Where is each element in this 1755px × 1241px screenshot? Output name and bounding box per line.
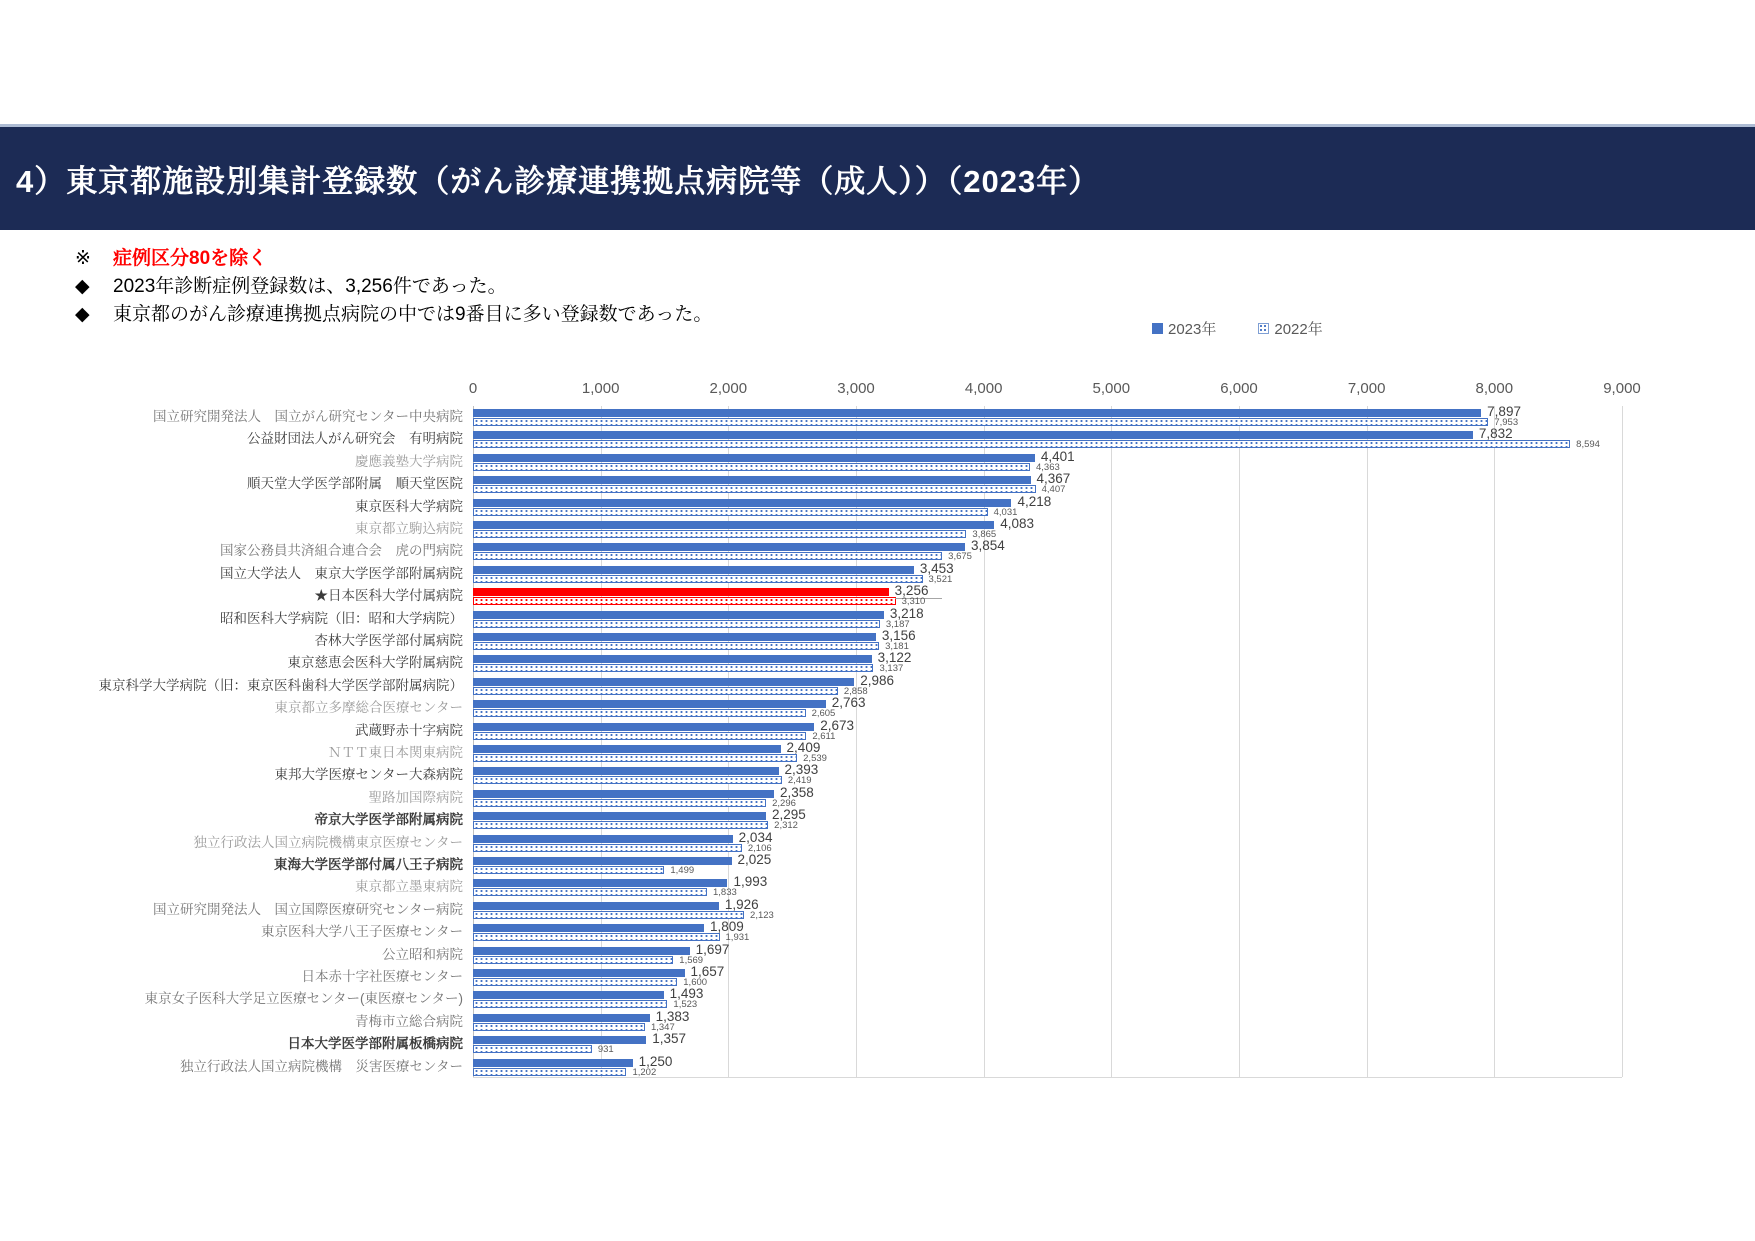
value-label-2022: 1,833 <box>713 887 737 899</box>
value-label-2023: 1,493 <box>669 986 704 1002</box>
chart-row <box>180 1053 1622 1078</box>
bar-2022 <box>473 866 664 874</box>
bar-2022 <box>473 642 879 650</box>
chart-row <box>314 807 1622 832</box>
value-label-2023: 2,986 <box>860 672 894 688</box>
bar-2022 <box>473 687 838 695</box>
note-text-exclusion: 症例区分80を除く <box>113 248 268 269</box>
bar-2023 <box>473 835 733 843</box>
bar-2022 <box>473 732 806 740</box>
category-label: 武蔵野赤十字病院 <box>355 722 463 738</box>
value-label-2023: 3,218 <box>889 605 924 621</box>
category-label: 東京医科大学八王子医療センター <box>261 924 463 940</box>
reference-mark-icon: ※ <box>75 248 91 269</box>
category-label: 国家公務員共済組合連合会 虎の門病院 <box>220 543 463 559</box>
plot-area <box>98 404 1622 1078</box>
chart-row <box>314 583 1622 608</box>
value-label-2023: 4,367 <box>1036 471 1071 487</box>
bar-2023 <box>473 678 854 686</box>
value-label-2023: 1,926 <box>724 896 759 912</box>
x-axis-tick: 1,000 <box>581 380 620 397</box>
page-title: 4）東京都施設別集計登録数（がん診療連携拠点病院等（成人））（2023年） <box>16 164 1101 199</box>
bar-2023 <box>473 588 889 596</box>
value-label-2023: 1,697 <box>695 941 730 957</box>
bar-2022 <box>473 911 744 919</box>
chart-row <box>153 896 1622 921</box>
value-label-2023: 3,122 <box>877 650 912 666</box>
value-label-2022: 2,296 <box>772 797 796 809</box>
value-label-2022: 2,605 <box>811 708 836 720</box>
value-label-2023: 1,250 <box>638 1053 673 1069</box>
value-label-2022: 4,363 <box>1036 461 1060 473</box>
bar-2022 <box>473 552 942 560</box>
x-axis-tick: 4,000 <box>964 380 1003 397</box>
chart-row <box>355 493 1622 518</box>
bar-2023 <box>473 857 732 865</box>
chart-row <box>368 784 1622 809</box>
chart-row <box>355 717 1622 742</box>
x-axis <box>0 380 1755 400</box>
chart-row <box>314 628 1622 652</box>
category-label: 東京慈恵会医科大学附属病院 <box>287 655 463 671</box>
value-label-2023: 3,854 <box>971 538 1005 554</box>
category-label: 杏林大学医学部付属病院 <box>314 633 463 648</box>
chart-legend <box>1152 318 1323 339</box>
value-label-2022: 3,521 <box>928 573 953 585</box>
value-label-2022: 2,123 <box>750 909 774 921</box>
x-axis-tick: 0 <box>468 380 478 397</box>
value-label-2022: 1,600 <box>683 977 708 988</box>
value-label-2023: 2,393 <box>784 762 819 778</box>
bar-2023 <box>473 902 719 910</box>
bar-2023 <box>473 790 774 798</box>
bar-2022 <box>473 821 768 829</box>
bar-2022 <box>473 530 966 538</box>
value-label-2023: 3,156 <box>881 628 916 643</box>
chart-row <box>382 941 1622 966</box>
bar-2023 <box>473 969 685 977</box>
x-axis-tick: 9,000 <box>1603 380 1641 397</box>
category-label: 国立大学法人 東京大学医学部附属病院 <box>220 565 463 581</box>
category-label: ★日本医科大学付属病院 <box>314 588 463 604</box>
gridline <box>1622 406 1623 1077</box>
value-label-2022: 2,106 <box>747 842 772 854</box>
x-axis-tick: 5,000 <box>1092 380 1131 397</box>
bar-2022 <box>473 575 923 583</box>
chart-row <box>220 538 1622 563</box>
bar-2022 <box>473 799 766 807</box>
bar-2023 <box>473 409 1481 417</box>
note-text-total: 2023年診断症例登録数は、3,256件であった。 <box>113 276 507 297</box>
chart-row <box>328 740 1622 764</box>
bar-2022 <box>473 1000 667 1008</box>
diamond-bullet-icon: ◆ <box>75 276 90 297</box>
category-label: ＮＴＴ東日本関東病院 <box>328 745 463 760</box>
x-axis-tick: 2,000 <box>709 380 748 397</box>
category-label: 独立行政法人国立病院機構 災害医療センター <box>180 1058 463 1074</box>
bar-2022 <box>473 463 1030 471</box>
category-label: 帝京大学医学部附属病院 <box>314 812 463 828</box>
bar-2023 <box>473 611 884 619</box>
category-label: 東海大学医学部付属八王子病院 <box>274 857 463 872</box>
bar-2023 <box>473 454 1035 462</box>
category-label: 独立行政法人国立病院機構東京医療センター <box>193 834 463 850</box>
bar-2023 <box>473 924 704 932</box>
value-label-2022: 931 <box>597 1044 614 1056</box>
bar-2023 <box>473 566 914 574</box>
legend-item-2022 <box>1258 318 1322 339</box>
value-label-2022: 7,953 <box>1494 417 1519 428</box>
bar-2022 <box>473 754 797 762</box>
chart-row <box>274 695 1622 720</box>
value-label-2022: 3,865 <box>972 529 997 540</box>
bar-2023 <box>473 1014 650 1022</box>
legend-label-2022: 2022年 <box>1274 321 1323 338</box>
bar-2023 <box>473 1036 646 1044</box>
chart-row <box>261 919 1622 944</box>
chart-row <box>355 448 1622 473</box>
category-label: 日本大学医学部附属板橋病院 <box>287 1036 463 1052</box>
diamond-bullet-icon: ◆ <box>75 304 90 325</box>
bar-2022 <box>473 933 720 941</box>
bar-2023 <box>473 745 781 753</box>
value-label-2023: 7,897 <box>1487 404 1521 419</box>
chart-row <box>220 560 1622 585</box>
value-label-2023: 3,256 <box>895 583 943 599</box>
category-label: 聖路加国際病院 <box>368 789 463 805</box>
value-label-2022: 2,312 <box>774 820 798 832</box>
bar-2022 <box>473 664 873 672</box>
bar-2022 <box>473 978 677 986</box>
bar-2023 <box>473 431 1473 439</box>
legend-label-2023: 2023年 <box>1168 321 1217 338</box>
value-label-2022: 3,675 <box>948 551 972 563</box>
x-axis-tick: 3,000 <box>837 380 875 397</box>
value-label-2022: 2,419 <box>787 775 812 787</box>
value-label-2022: 1,523 <box>673 999 698 1011</box>
value-label-2023: 4,083 <box>1000 516 1035 531</box>
value-label-2023: 1,357 <box>652 1031 687 1047</box>
value-label-2022: 1,202 <box>632 1066 657 1078</box>
chart-row <box>274 852 1622 876</box>
bar-2022 <box>473 508 988 516</box>
value-label-2022: 3,137 <box>879 663 904 675</box>
value-label-2022: 3,310 <box>901 596 926 608</box>
value-label-2023: 2,763 <box>831 695 866 711</box>
bar-2022 <box>473 1068 626 1076</box>
value-label-2023: 1,809 <box>709 919 744 935</box>
category-label: 順天堂大学医学部附属 順天堂医院 <box>247 476 463 492</box>
value-label-2023: 1,657 <box>690 964 725 979</box>
category-label: 東京都立多摩総合医療センター <box>274 700 463 716</box>
bar-2022 <box>473 888 707 896</box>
value-label-2022: 8,594 <box>1576 439 1600 451</box>
category-label: 東京科学大学病院（旧：東京医科歯科大学医学部附属病院） <box>98 677 463 693</box>
bar-2023 <box>473 1059 633 1067</box>
bar-2023 <box>473 543 965 551</box>
category-label: 東京都立墨東病院 <box>355 879 463 895</box>
bar-2023 <box>473 879 727 887</box>
bar-2022 <box>473 1045 592 1053</box>
value-label-2022: 2,539 <box>803 753 827 764</box>
x-axis-tick: 8,000 <box>1475 380 1514 397</box>
bar-2022 <box>473 709 806 717</box>
chart-row <box>355 874 1622 899</box>
bar-2022 <box>473 597 896 605</box>
bar-2023 <box>473 947 690 955</box>
bar-2023 <box>473 700 826 708</box>
legend-item-2023 <box>1152 318 1216 339</box>
value-label-2022: 3,181 <box>885 641 909 652</box>
value-label-2022: 4,407 <box>1041 484 1066 496</box>
bar-2022 <box>473 776 782 784</box>
category-label: 公益財団法人がん研究会 有明病院 <box>247 431 463 447</box>
bar-chart <box>0 318 1755 1118</box>
bar-2023 <box>473 521 994 529</box>
bar-2023 <box>473 767 779 775</box>
bar-2023 <box>473 723 814 731</box>
chart-row <box>301 964 1622 988</box>
bar-2023 <box>473 655 872 663</box>
chart-row <box>220 605 1622 630</box>
bar-2023 <box>473 476 1031 484</box>
chart-row <box>144 986 1622 1011</box>
chart-row <box>355 1008 1622 1033</box>
chart-row <box>287 650 1622 675</box>
value-label-2023: 2,409 <box>786 740 821 755</box>
value-label-2022: 4,031 <box>993 506 1018 518</box>
category-label: 国立研究開発法人 国立がん研究センター中央病院 <box>153 409 463 424</box>
value-label-2023: 4,401 <box>1040 448 1075 464</box>
slide-header-band <box>0 124 1755 230</box>
x-axis-tick: 7,000 <box>1347 380 1386 397</box>
value-label-2023: 4,218 <box>1017 493 1052 509</box>
value-label-2022: 1,569 <box>679 954 704 966</box>
chart-row <box>98 672 1622 697</box>
chart-row <box>247 426 1622 451</box>
bar-2022 <box>473 485 1036 493</box>
note-line <box>75 276 712 297</box>
value-label-2023: 2,358 <box>780 784 814 800</box>
bar-2022 <box>473 418 1488 426</box>
value-label-2023: 3,453 <box>919 560 954 576</box>
value-label-2023: 2,673 <box>820 717 855 733</box>
bar-2023 <box>473 812 766 820</box>
category-label: 東京医科大学病院 <box>355 498 463 514</box>
bar-2022 <box>473 1023 645 1031</box>
value-label-2023: 2,295 <box>771 807 806 823</box>
bar-2022 <box>473 844 742 852</box>
category-label: 青梅市立総合病院 <box>355 1013 463 1029</box>
value-label-2023: 2,025 <box>737 852 772 867</box>
bar-2022 <box>473 956 673 964</box>
value-label-2022: 2,858 <box>843 685 868 697</box>
legend-swatch-2023-icon <box>1152 323 1163 334</box>
bar-2023 <box>473 991 664 999</box>
value-label-2022: 2,611 <box>812 730 836 742</box>
value-label-2023: 1,993 <box>733 874 768 890</box>
note-text-rank: 東京都のがん診療連携拠点病院の中では9番目に多い登録数であった。 <box>113 304 713 325</box>
value-label-2022: 1,931 <box>725 932 750 944</box>
chart-row <box>287 1031 1622 1056</box>
value-label-2023: 2,034 <box>738 829 773 845</box>
legend-swatch-2022-icon <box>1258 323 1269 334</box>
bar-2022 <box>473 620 880 628</box>
category-label: 昭和医科大学病院（旧：昭和大学病院） <box>220 610 463 626</box>
note-line <box>75 248 712 269</box>
value-label-2022: 3,187 <box>885 618 910 630</box>
category-label: 日本赤十字社医療センター <box>301 969 463 984</box>
bar-2023 <box>473 633 876 641</box>
chart-row <box>153 404 1622 428</box>
bar-2023 <box>473 499 1011 507</box>
chart-row <box>193 829 1622 854</box>
category-label: 慶應義塾大学病院 <box>355 453 463 469</box>
value-label-2022: 1,347 <box>650 1021 675 1033</box>
category-label: 国立研究開発法人 国立国際医療研究センター病院 <box>153 901 463 917</box>
category-label: 公立昭和病院 <box>382 946 463 962</box>
x-axis-tick: 6,000 <box>1220 380 1258 397</box>
chart-row <box>355 516 1622 540</box>
value-label-2022: 1,499 <box>670 865 695 876</box>
value-label-2023: 7,832 <box>1478 426 1513 442</box>
value-label-2023: 1,383 <box>655 1008 690 1024</box>
category-label: 東京都立駒込病院 <box>355 521 463 536</box>
bar-2022 <box>473 440 1570 448</box>
chart-row <box>274 762 1622 787</box>
chart-row <box>247 471 1622 496</box>
category-label: 東京女子医科大学足立医療センター(東医療センター) <box>144 991 463 1007</box>
category-label: 東邦大学医療センター大森病院 <box>274 767 463 783</box>
